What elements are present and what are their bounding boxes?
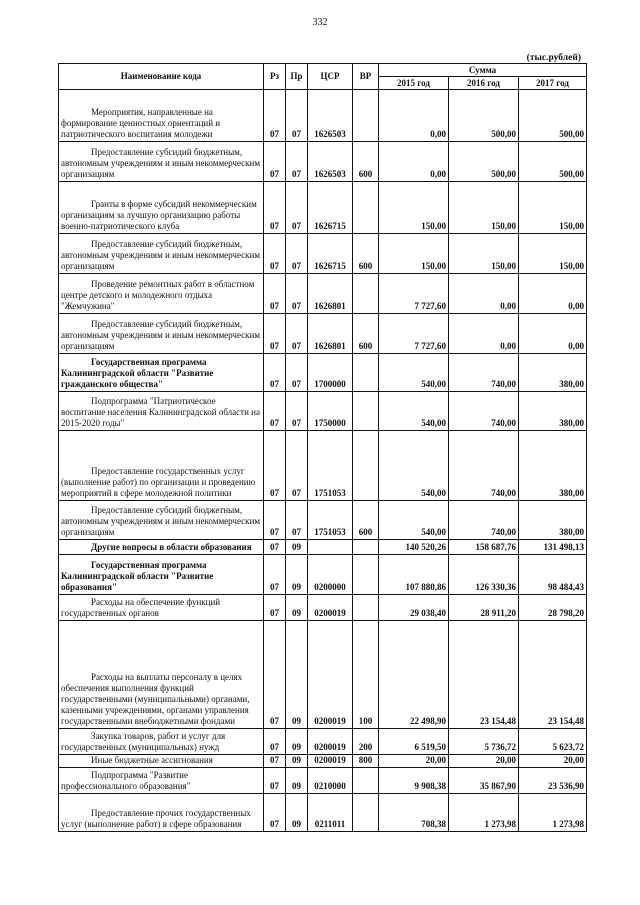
row-pr: 09: [286, 794, 308, 832]
row-name: Государственная программа Калининградской области "Развитие образования": [59, 555, 264, 595]
row-rz: 07: [264, 729, 286, 755]
row-vr: 100: [353, 621, 379, 729]
table-row: [59, 392, 587, 431]
row-value-2016: 150,00: [449, 182, 519, 234]
row-vr: 600: [353, 142, 379, 182]
row-rz: 07: [264, 555, 286, 595]
row-pr: 07: [286, 142, 308, 182]
row-rz: 07: [264, 621, 286, 729]
row-value-2015: 540,00: [379, 431, 449, 501]
row-value-2015: 0,00: [379, 142, 449, 182]
row-pr: 09: [286, 729, 308, 755]
row-csr: 1626503: [308, 142, 353, 182]
table-row: [59, 755, 587, 768]
row-csr: [308, 540, 353, 555]
row-value-2015: 7 727,60: [379, 314, 449, 354]
row-value-2017: 500,00: [519, 90, 587, 142]
row-vr: [353, 274, 379, 314]
row-vr: 800: [353, 755, 379, 768]
row-vr: 600: [353, 501, 379, 540]
row-vr: [353, 392, 379, 431]
header-csr: ЦСР: [308, 64, 353, 90]
row-value-2016: 740,00: [449, 431, 519, 501]
row-rz: 07: [264, 794, 286, 832]
row-name: Иные бюджетные ассигнования: [59, 755, 264, 768]
row-value-2016: 28 911,20: [449, 595, 519, 621]
row-csr: 1626801: [308, 314, 353, 354]
row-vr: 600: [353, 234, 379, 274]
row-value-2015: 7 727,60: [379, 274, 449, 314]
row-value-2016: 740,00: [449, 501, 519, 540]
row-rz: 07: [264, 314, 286, 354]
row-value-2016: 20,00: [449, 755, 519, 768]
row-vr: 600: [353, 314, 379, 354]
row-value-2017: 28 798,20: [519, 595, 587, 621]
row-name: Предоставление субсидий бюджетным, автономным учреждениям и иным некоммерческим организациям: [59, 314, 264, 354]
row-value-2015: 0,00: [379, 90, 449, 142]
table-row: [59, 431, 587, 501]
row-csr: 0200019: [308, 755, 353, 768]
row-value-2015: 107 880,86: [379, 555, 449, 595]
table-row: [59, 621, 587, 729]
row-rz: 07: [264, 354, 286, 392]
row-value-2017: 500,00: [519, 142, 587, 182]
row-pr: 07: [286, 431, 308, 501]
row-value-2016: 0,00: [449, 314, 519, 354]
row-pr: 07: [286, 90, 308, 142]
row-value-2015: 708,38: [379, 794, 449, 832]
row-pr: 07: [286, 354, 308, 392]
row-name: Закупка товаров, работ и услуг для государственных (муниципальных) нужд: [59, 729, 264, 755]
row-pr: 09: [286, 768, 308, 794]
row-value-2015: 540,00: [379, 392, 449, 431]
row-csr: 1700000: [308, 354, 353, 392]
row-value-2015: 9 908,38: [379, 768, 449, 794]
row-name: Предоставление субсидий бюджетным, автономным учреждениям и иным некоммерческим организациям: [59, 501, 264, 540]
row-value-2015: 20,00: [379, 755, 449, 768]
row-rz: 07: [264, 234, 286, 274]
row-csr: 1626503: [308, 90, 353, 142]
row-pr: 07: [286, 234, 308, 274]
page-number: 332: [312, 17, 328, 28]
row-name: Предоставление субсидий бюджетным, автономным учреждениям и иным некоммерческим организациям: [59, 142, 264, 182]
header-2015: 2015 год: [379, 77, 449, 90]
row-value-2017: 23 536,90: [519, 768, 587, 794]
row-value-2017: 380,00: [519, 354, 587, 392]
row-value-2016: 23 154,48: [449, 621, 519, 729]
header-name: Наименование кода: [59, 64, 264, 90]
row-csr: 0211011: [308, 794, 353, 832]
row-vr: [353, 90, 379, 142]
header-2017: 2017 год: [519, 77, 587, 90]
row-vr: [353, 431, 379, 501]
row-rz: 07: [264, 501, 286, 540]
row-rz: 07: [264, 142, 286, 182]
table-row: [59, 540, 587, 555]
row-value-2017: 150,00: [519, 182, 587, 234]
budget-table: [58, 63, 587, 832]
row-value-2017: 20,00: [519, 755, 587, 768]
row-csr: 0200019: [308, 621, 353, 729]
row-vr: 200: [353, 729, 379, 755]
table-row: [59, 768, 587, 794]
row-value-2015: 540,00: [379, 354, 449, 392]
row-name: Предоставление государственных услуг (выполнение работ) по организации и проведению мероприятий в сфере молодежной политики: [59, 431, 264, 501]
row-name: Расходы на обеспечение функций государственных органов: [59, 595, 264, 621]
row-value-2017: 5 623,72: [519, 729, 587, 755]
table-row: [59, 555, 587, 595]
row-pr: 09: [286, 595, 308, 621]
header-sum: Сумма: [379, 64, 587, 77]
table-row: [59, 142, 587, 182]
row-rz: 07: [264, 595, 286, 621]
row-csr: 0210000: [308, 768, 353, 794]
row-name: Государственная программа Калининградской области "Развитие гражданского общества": [59, 354, 264, 392]
row-csr: 1751053: [308, 431, 353, 501]
table-row: [59, 90, 587, 142]
row-value-2016: 5 736,72: [449, 729, 519, 755]
row-value-2017: 380,00: [519, 392, 587, 431]
row-pr: 07: [286, 314, 308, 354]
row-rz: 07: [264, 392, 286, 431]
row-value-2015: 22 498,90: [379, 621, 449, 729]
row-value-2016: 126 330,36: [449, 555, 519, 595]
row-value-2016: 740,00: [449, 392, 519, 431]
row-pr: 07: [286, 274, 308, 314]
row-vr: [353, 794, 379, 832]
row-value-2015: 29 038,40: [379, 595, 449, 621]
header-pr: Пр: [286, 64, 308, 90]
row-csr: 1626801: [308, 274, 353, 314]
row-pr: 09: [286, 755, 308, 768]
row-name: Проведение ремонтных работ в областном центре детского и молодежного отдыха "Жемчужина": [59, 274, 264, 314]
row-value-2016: 35 867,90: [449, 768, 519, 794]
table-body: [59, 90, 587, 832]
row-value-2015: 6 519,50: [379, 729, 449, 755]
row-vr: [353, 768, 379, 794]
table-row: [59, 182, 587, 234]
row-vr: [353, 182, 379, 234]
row-value-2016: 500,00: [449, 90, 519, 142]
table-row: [59, 595, 587, 621]
header-2016: 2016 год: [449, 77, 519, 90]
row-value-2015: 150,00: [379, 234, 449, 274]
row-vr: [353, 354, 379, 392]
row-vr: [353, 555, 379, 595]
row-value-2015: 150,00: [379, 182, 449, 234]
row-name: Предоставление субсидий бюджетным, автономным учреждениям и иным некоммерческим организациям: [59, 234, 264, 274]
row-csr: 1626715: [308, 234, 353, 274]
row-rz: 07: [264, 755, 286, 768]
row-value-2016: 0,00: [449, 274, 519, 314]
row-pr: 09: [286, 540, 308, 555]
row-rz: 07: [264, 182, 286, 234]
row-value-2016: 150,00: [449, 234, 519, 274]
row-value-2015: 140 520,26: [379, 540, 449, 555]
units-label: (тыс.рублей): [526, 53, 581, 63]
row-pr: 07: [286, 392, 308, 431]
row-vr: [353, 540, 379, 555]
row-name: Подпрограмма "Патриотическое воспитание населения Калининградской области на 2015-2020 годы": [59, 392, 264, 431]
row-csr: 1751053: [308, 501, 353, 540]
header-vr: ВР: [353, 64, 379, 90]
row-value-2017: 0,00: [519, 314, 587, 354]
row-rz: 07: [264, 90, 286, 142]
row-vr: [353, 595, 379, 621]
row-rz: 07: [264, 431, 286, 501]
row-value-2016: 1 273,98: [449, 794, 519, 832]
row-rz: 07: [264, 540, 286, 555]
row-pr: 07: [286, 501, 308, 540]
row-value-2017: 0,00: [519, 274, 587, 314]
row-name: Предоставление прочих государственных услуг (выполнение работ) в сфере образования: [59, 794, 264, 832]
row-value-2017: 131 498,13: [519, 540, 587, 555]
table-row: [59, 729, 587, 755]
row-csr: 1750000: [308, 392, 353, 431]
row-name: Мероприятия, направленные на формирование ценностных ориентаций и патриотического воспитания молодежи: [59, 90, 264, 142]
row-value-2017: 150,00: [519, 234, 587, 274]
row-pr: 09: [286, 621, 308, 729]
row-name: Подпрограмма "Развитие профессионального образования": [59, 768, 264, 794]
row-name: Гранты в форме субсидий некоммерческим организациям за лучшую организацию работы военно-патриотического клуба: [59, 182, 264, 234]
table-row: [59, 501, 587, 540]
row-value-2017: 23 154,48: [519, 621, 587, 729]
row-value-2016: 158 687,76: [449, 540, 519, 555]
row-name: Другие вопросы в области образования: [59, 540, 264, 555]
row-csr: 0200000: [308, 555, 353, 595]
header-rz: Рз: [264, 64, 286, 90]
table-row: [59, 794, 587, 832]
row-csr: 1626715: [308, 182, 353, 234]
row-csr: 0200019: [308, 729, 353, 755]
row-pr: 09: [286, 555, 308, 595]
table-row: [59, 354, 587, 392]
row-value-2016: 500,00: [449, 142, 519, 182]
table-row: [59, 234, 587, 274]
row-csr: 0200019: [308, 595, 353, 621]
row-rz: 07: [264, 274, 286, 314]
row-rz: 07: [264, 768, 286, 794]
row-name: Расходы на выплаты персоналу в целях обеспечения выполнения функций государственными (муниципальными) органами, казенными учреждениями, органами управления государственными внебюджетными фондами: [59, 621, 264, 729]
row-value-2017: 1 273,98: [519, 794, 587, 832]
row-value-2017: 380,00: [519, 501, 587, 540]
table-row: [59, 314, 587, 354]
row-value-2016: 740,00: [449, 354, 519, 392]
row-value-2015: 540,00: [379, 501, 449, 540]
row-pr: 07: [286, 182, 308, 234]
row-value-2017: 380,00: [519, 431, 587, 501]
row-value-2017: 98 484,43: [519, 555, 587, 595]
table-row: [59, 274, 587, 314]
